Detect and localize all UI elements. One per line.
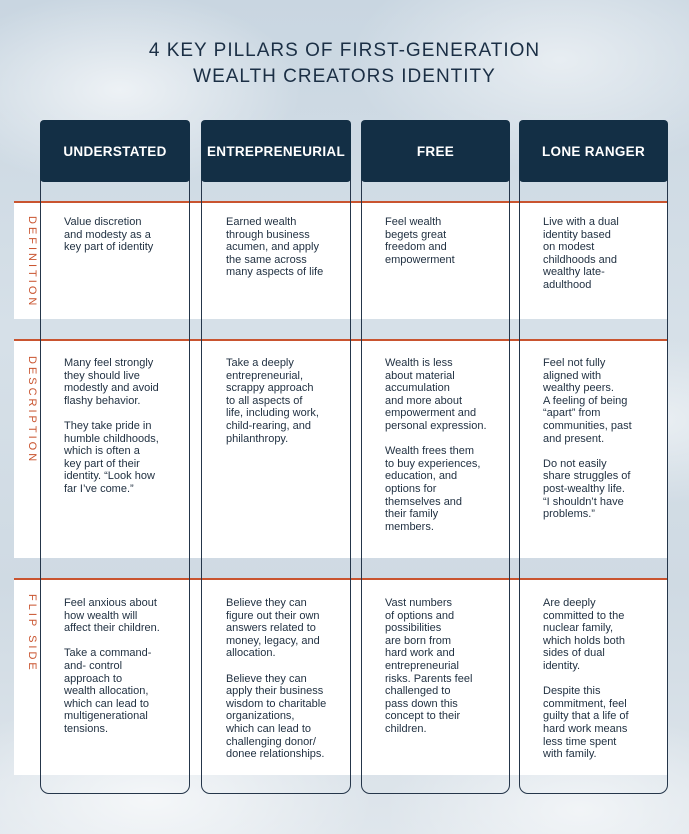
cell-flip-side-lone-ranger: Are deeply committed to the nuclear family, which holds both sides of dual identity. Despite this commitment, feel guilty that a life of hard work means less time spent with family. xyxy=(543,597,629,761)
page-title xyxy=(0,38,689,90)
title-line-2: WEALTH CREATORS IDENTITY xyxy=(193,66,496,87)
column-header-understated: UNDERSTATED xyxy=(40,120,190,182)
row-label-flip-side: FLIP SIDE xyxy=(26,594,38,673)
cell-definition-entrepreneurial: Earned wealth through business acumen, and apply the same across many aspects of life xyxy=(226,216,324,279)
cell-description-free: Wealth is less about material accumulation and more about empowerment and personal expression. Wealth frees them to buy experiences, education, and options for themselves and their family members. xyxy=(385,357,487,533)
cell-flip-side-free: Vast numbers of options and possibilities are born from hard work and entrepreneurial risks. Parents feel challenged to pass down this concept to their children. xyxy=(385,597,473,735)
cell-description-entrepreneurial: Take a deeply entrepreneurial, scrappy approach to all aspects of life, including work, child-rearing, and philanthropy. xyxy=(226,357,319,445)
row-label-definition: DEFINITION xyxy=(26,216,38,309)
cell-flip-side-entrepreneurial: Believe they can figure out their own answers related to money, legacy, and allocation. Believe they can apply their business wisdom to charitable organizations, which can lead to challenging donor/ donee relationships. xyxy=(226,597,327,761)
cell-flip-side-understated: Feel anxious about how wealth will affect their children. Take a command- and- control approach to wealth allocation, which can lead to multigenerational tensions. xyxy=(64,597,160,735)
row-label-description: DESCRIPTION xyxy=(26,356,38,465)
cell-definition-understated: Value discretion and modesty as a key part of identity xyxy=(64,216,154,254)
column-header-free: FREE xyxy=(361,120,510,182)
column-header-entrepreneurial: ENTREPRENEURIAL xyxy=(201,120,351,182)
column-header-lone-ranger: LONE RANGER xyxy=(519,120,668,182)
cell-description-understated: Many feel strongly they should live modestly and avoid flashy behavior. They take pride in humble childhoods, which is often a key part of their identity. “Look how far I’ve come.” xyxy=(64,357,159,495)
cell-description-lone-ranger: Feel not fully aligned with wealthy peers. A feeling of being “apart” from communities, past and present. Do not easily share struggles of post-wealthy life. “I shouldn’t have problems.” xyxy=(543,357,632,521)
cell-definition-free: Feel wealth begets great freedom and empowerment xyxy=(385,216,455,266)
title-line-1: 4 KEY PILLARS OF FIRST-GENERATION xyxy=(148,40,541,61)
cell-definition-lone-ranger: Live with a dual identity based on modest childhoods and wealthy late- adulthood xyxy=(543,216,619,291)
